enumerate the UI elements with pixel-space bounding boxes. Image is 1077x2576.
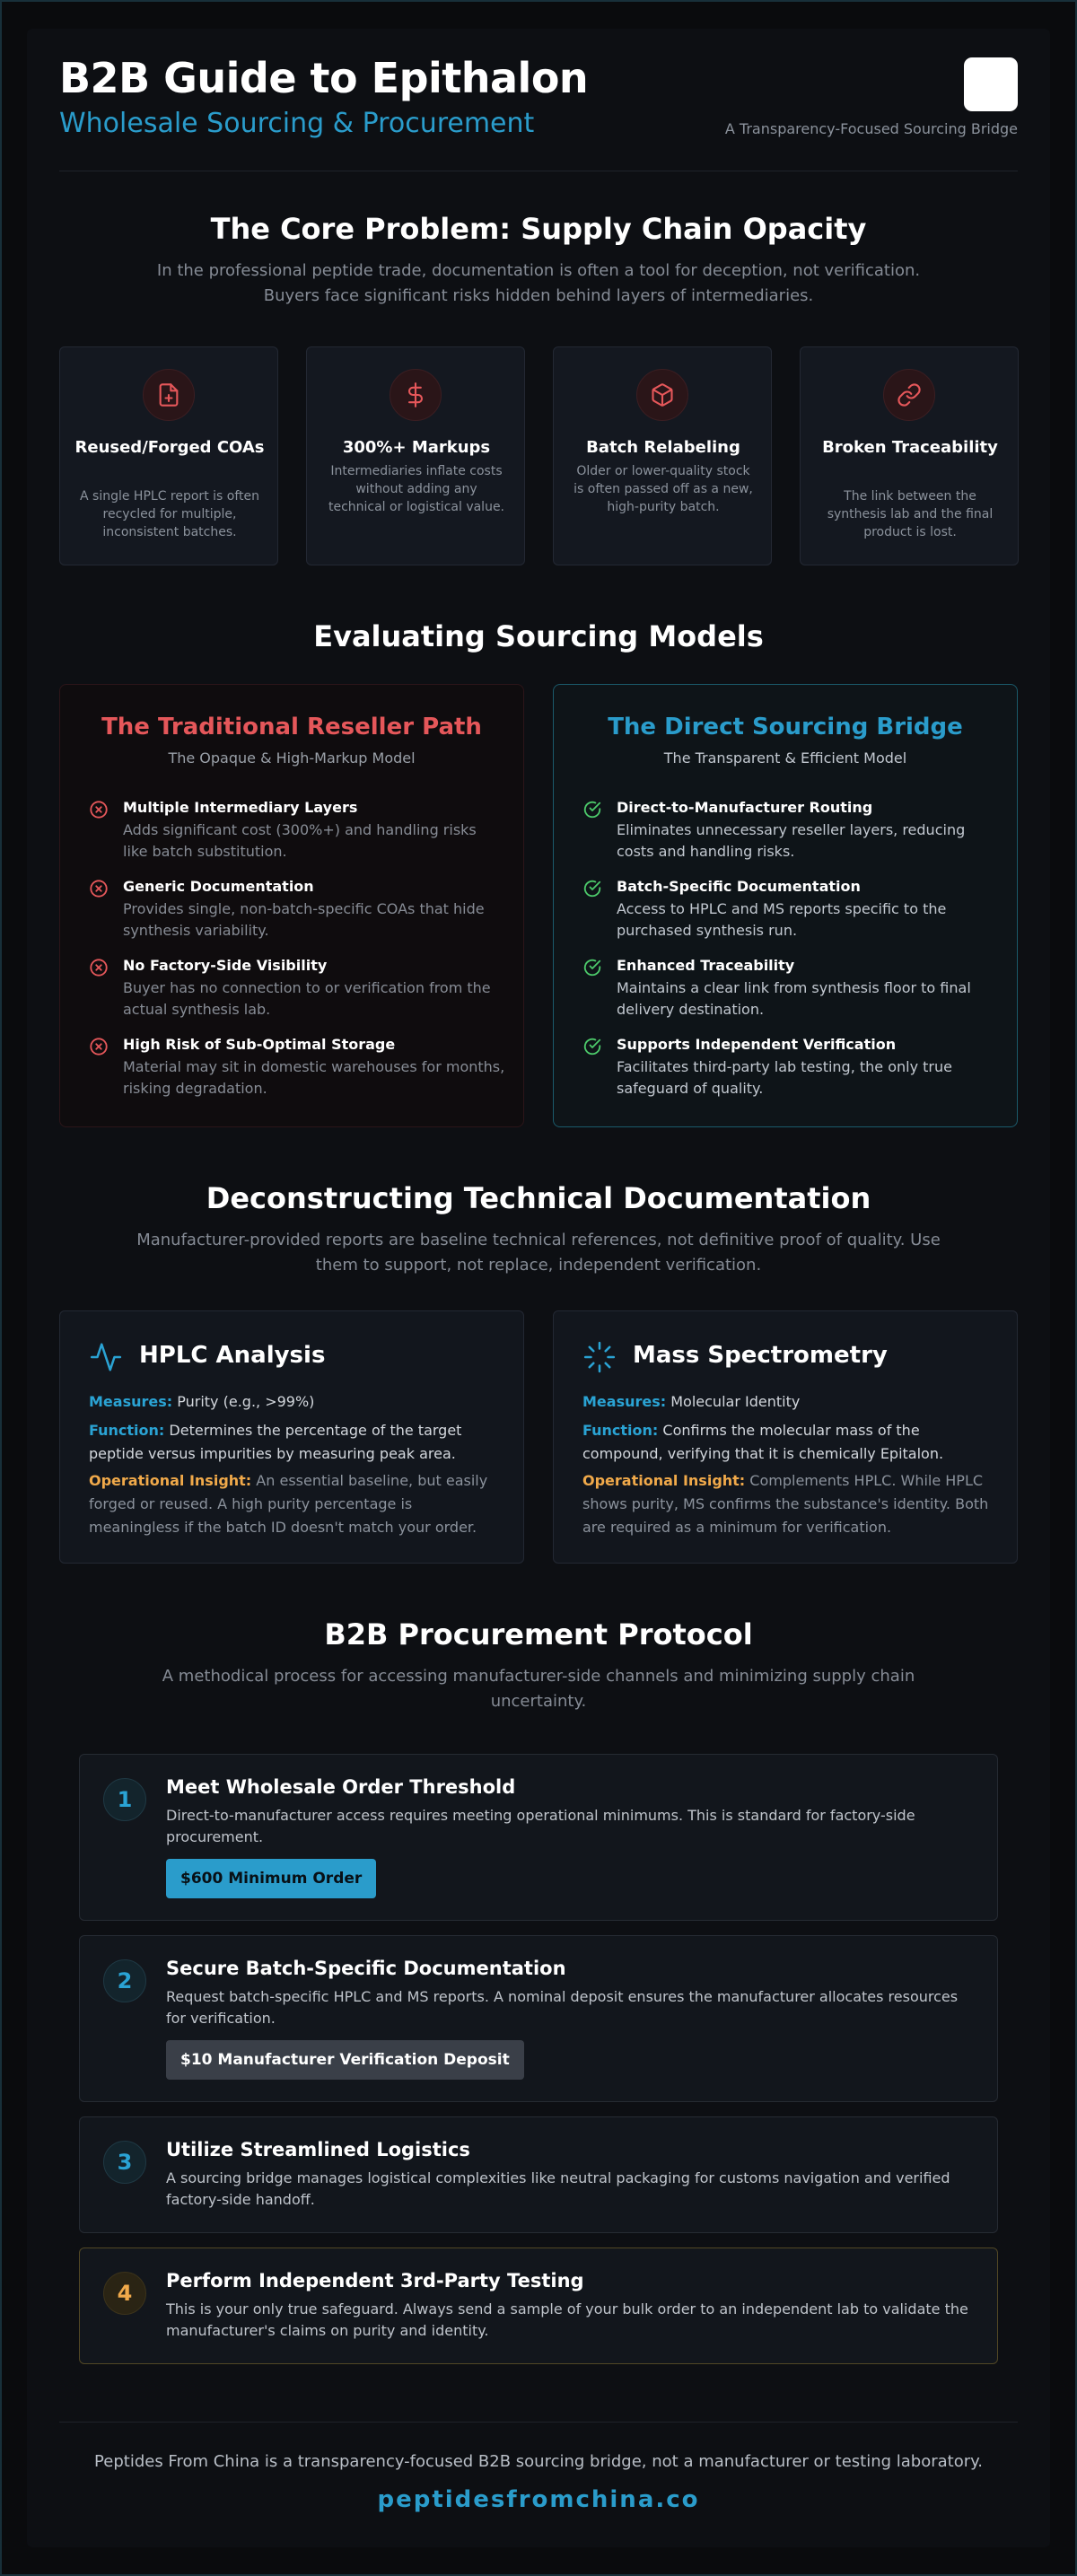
x-circle-icon <box>89 879 109 898</box>
page-subtitle: Wholesale Sourcing & Procurement <box>59 108 535 139</box>
problem-card-text: The link between the synthesis lab and the final product is lost. <box>827 489 994 539</box>
traditional-model-card <box>59 684 524 1127</box>
brand-logo <box>964 57 1018 111</box>
problem-card <box>553 346 772 565</box>
model-item-text: Facilitates third-party lab testing, the only true safeguard of quality. <box>617 1058 952 1097</box>
model-item-text: Maintains a clear link from synthesis floor to final delivery destination. <box>617 979 971 1018</box>
step-text: This is your only true safeguard. Always send a sample of your bulk order to an independent lab to validate the manufacturer's claims on purity and identity. <box>166 2300 968 2339</box>
problem-card <box>800 346 1019 565</box>
model-item-title: High Risk of Sub-Optimal Storage <box>123 1036 396 1053</box>
step-text: A sourcing bridge manages logistical complexities like neutral packaging for customs navigation and verified factory-side handoff. <box>166 2169 950 2208</box>
section-description-technical: Manufacturer-provided reports are baseline technical references, not definitive proof of quality. Use them to support, not replace, independent verification. <box>136 1231 941 1275</box>
tech-function: Function: Confirms the molecular mass of the compound, verifying that it is chemically Epitalon. <box>582 1422 944 1462</box>
box-icon <box>636 369 688 421</box>
model-item-text: Access to HPLC and MS reports specific to the purchased synthesis run. <box>617 900 947 939</box>
model-item-title: Generic Documentation <box>123 878 314 895</box>
model-item-title: No Factory-Side Visibility <box>123 957 328 974</box>
problem-card <box>306 346 525 565</box>
problem-card-title: Batch Relabeling <box>586 438 740 457</box>
problem-card-text: Intermediaries inflate costs without adding any technical or logistical value. <box>328 464 505 514</box>
tech-card-title: Mass Spectrometry <box>633 1342 888 1369</box>
section-description-protocol: A methodical process for accessing manufacturer-side channels and minimizing supply chain uncertainty. <box>162 1667 915 1711</box>
model-item-text: Buyer has no connection to or verification from the actual synthesis lab. <box>123 979 491 1018</box>
tech-card-title: HPLC Analysis <box>139 1342 326 1369</box>
x-circle-icon <box>89 800 109 819</box>
check-circle-icon <box>582 800 602 819</box>
check-circle-icon <box>582 879 602 898</box>
model-item-text: Adds significant cost (300%+) and handling risks like batch substitution. <box>123 821 477 860</box>
model-title: The Direct Sourcing Bridge <box>608 714 963 740</box>
problem-card-text: A single HPLC report is often recycled for multiple, inconsistent batches. <box>80 489 259 539</box>
tech-measures: Measures: Purity (e.g., >99%) <box>89 1393 315 1410</box>
model-item-title: Multiple Intermediary Layers <box>123 799 358 816</box>
problem-card <box>59 346 278 565</box>
verification-deposit-badge[interactable]: $10 Manufacturer Verification Deposit <box>166 2040 524 2080</box>
model-subtitle: The Opaque & High-Markup Model <box>168 749 416 767</box>
direct-model-card <box>553 684 1018 1127</box>
hplc-card <box>59 1310 524 1564</box>
step-title: Meet Wholesale Order Threshold <box>166 1776 516 1798</box>
tech-insight: Operational Insight: An essential baseline, but easily forged or reused. A high purity percentage is meaningless if the batch ID doesn't match your order. <box>89 1472 488 1536</box>
problem-card-text: Older or lower-quality stock is often passed off as a new, high-purity batch. <box>574 464 753 514</box>
section-title-models: Evaluating Sourcing Models <box>313 619 764 653</box>
step-text: Direct-to-manufacturer access requires meeting operational minimums. This is standard for factory-side procurement. <box>166 1807 915 1845</box>
file-plus-icon <box>143 369 195 421</box>
section-title-problem: The Core Problem: Supply Chain Opacity <box>210 212 867 246</box>
model-item-text: Eliminates unnecessary reseller layers, reducing costs and handling risks. <box>617 821 966 860</box>
footer-text: Peptides From China is a transparency-focused B2B sourcing bridge, not a manufacturer or testing laboratory. <box>94 2452 983 2471</box>
model-item-title: Direct-to-Manufacturer Routing <box>617 799 873 816</box>
problem-card-title: Broken Traceability <box>822 438 998 457</box>
check-circle-icon <box>582 1037 602 1056</box>
check-circle-icon <box>582 958 602 977</box>
header-tagline: A Transparency-Focused Sourcing Bridge <box>724 120 1018 137</box>
model-item-title: Batch-Specific Documentation <box>617 878 861 895</box>
mass-spec-card <box>553 1310 1018 1564</box>
step-number: 4 <box>103 2272 146 2315</box>
model-title: The Traditional Reseller Path <box>101 714 482 740</box>
problem-card-title: Reused/Forged COAs <box>74 438 265 457</box>
step-number: 2 <box>103 1959 146 2002</box>
minimum-order-badge[interactable]: $600 Minimum Order <box>166 1859 376 1898</box>
divider <box>59 2422 1018 2423</box>
footer-link[interactable]: peptidesfromchina.co <box>377 2486 700 2513</box>
protocol-step <box>79 1935 998 2102</box>
page-title: B2B Guide to Epithalon <box>59 54 589 102</box>
link-icon <box>883 369 935 421</box>
protocol-step <box>79 2116 998 2233</box>
step-number: 3 <box>103 2141 146 2184</box>
tech-measures: Measures: Molecular Identity <box>582 1393 801 1410</box>
model-item-text: Material may sit in domestic warehouses for months, risking degradation. <box>123 1058 505 1097</box>
step-title: Secure Batch-Specific Documentation <box>166 1958 566 1979</box>
tech-function: Function: Determines the percentage of the target peptide versus impurities by measuring peak area. <box>89 1422 462 1462</box>
model-item-title: Supports Independent Verification <box>617 1036 897 1053</box>
problem-card-title: 300%+ Markups <box>342 438 491 457</box>
activity-icon <box>89 1340 123 1374</box>
section-title-technical: Deconstructing Technical Documentation <box>206 1181 871 1215</box>
x-circle-icon <box>89 958 109 977</box>
section-description-problem: In the professional peptide trade, documentation is often a tool for deception, not verification. Buyers face significant risks hidden behind layers of intermediaries. <box>156 261 921 305</box>
tech-insight: Operational Insight: Complements HPLC. While HPLC shows purity, MS confirms the substance's identity. Both are required as a minimum for verification. <box>582 1472 989 1536</box>
loader-icon <box>582 1340 617 1374</box>
protocol-step <box>79 2247 998 2364</box>
step-text: Request batch-specific HPLC and MS reports. A nominal deposit ensures the manufacturer allocates resources for verification. <box>166 1988 959 2027</box>
step-number: 1 <box>103 1778 146 1821</box>
step-title: Utilize Streamlined Logistics <box>166 2139 470 2160</box>
model-item-title: Enhanced Traceability <box>617 957 795 974</box>
step-title: Perform Independent 3rd-Party Testing <box>166 2270 584 2291</box>
model-subtitle: The Transparent & Efficient Model <box>663 749 907 767</box>
dollar-icon <box>390 369 442 421</box>
x-circle-icon <box>89 1037 109 1056</box>
protocol-step <box>79 1754 998 1921</box>
model-item-text: Provides single, non-batch-specific COAs that hide synthesis variability. <box>123 900 485 939</box>
section-title-protocol: B2B Procurement Protocol <box>324 1617 753 1652</box>
